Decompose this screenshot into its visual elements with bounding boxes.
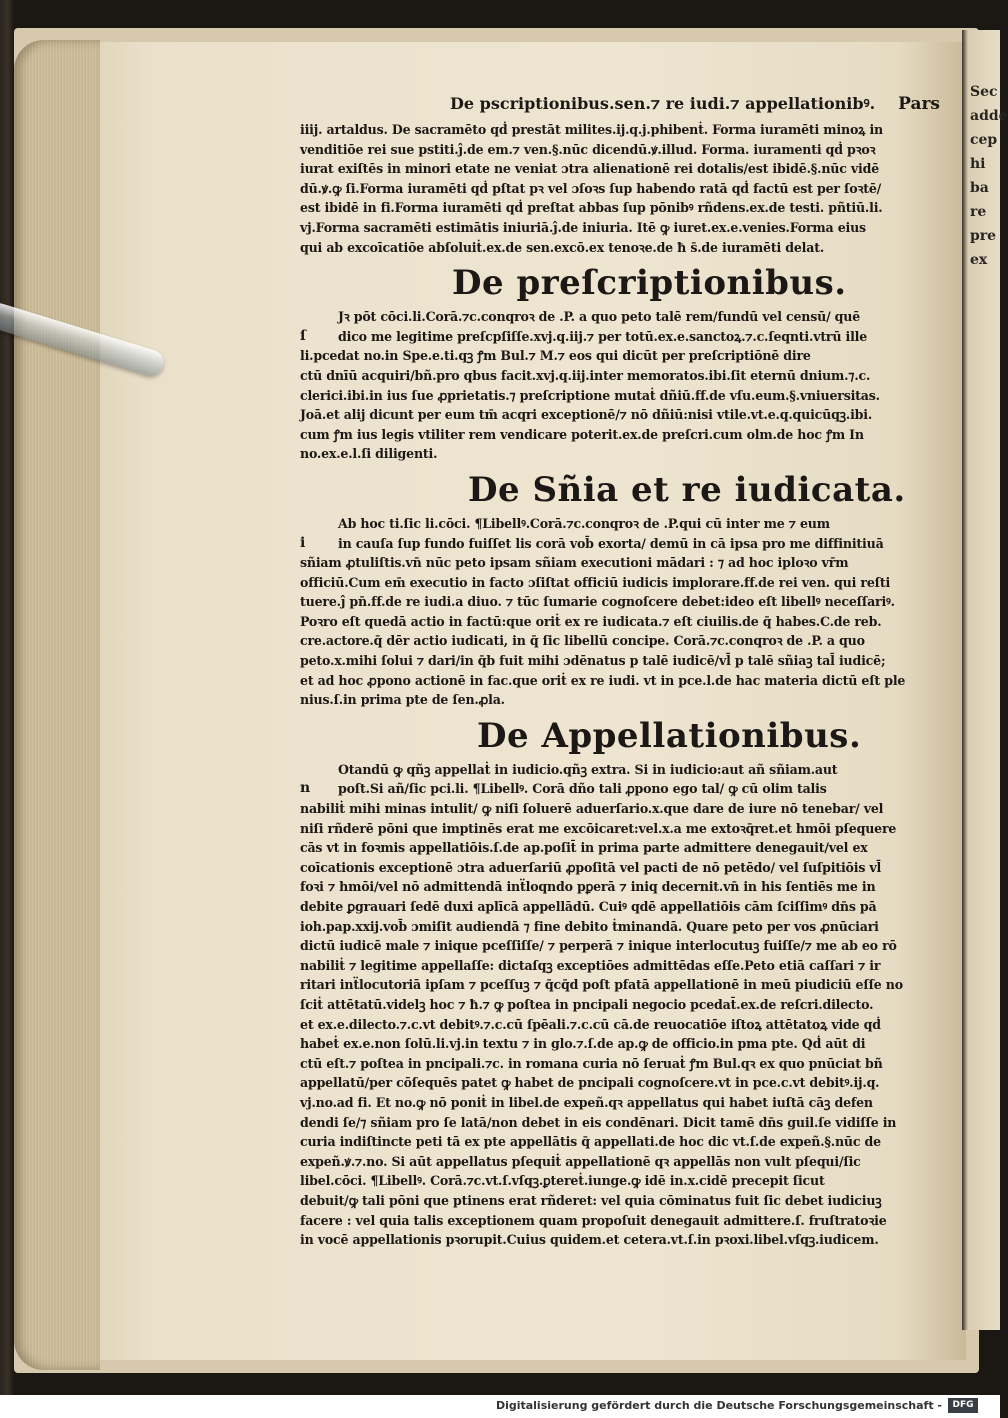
text-line: curia indiſtincte peti tā ex pte appellātis q̄ appellati.de hoc dic vt.ſ.de expeñ.§.nūc de (300, 1134, 881, 1150)
text-line: expeñ.ꝟ.⁊.no. Si aūt appellatus pſequiṫ appellationē qꝛ appellās non vult pſequi/ſic (300, 1153, 861, 1169)
facing-word: adde (970, 108, 1008, 124)
text-line: et ex.e.dilecto.⁊.c.vt debitꝰ.⁊.c.cū ſpēali.⁊.c.cū cā.de reuocatiōe iſtoꝝ attētatoꝝ vide qḋ (300, 1016, 881, 1032)
section-prescriptionibus-body (300, 307, 940, 464)
facing-page-text (970, 80, 1008, 272)
facing-word: pre (970, 228, 997, 244)
section-appellationibus-body (300, 760, 940, 1250)
footer-credit: Digitalisierung gefördert durch die Deutsche Forschungsgemeinschaft - (495, 1399, 942, 1412)
text-line: sñiam ꝓtuliſtis.vn̄ nūc peto ipsam sñiam executioni mādari : ⁊ ad hoc iploꝛo vr̄m (300, 555, 849, 571)
text-line: coīcationis exceptionē ɔtra aduerſariū ꝓpoſitā vel pacti de nō petēdo/ vel ſuſpitiōis vl̄ (300, 859, 882, 875)
text-line: vj.Forma sacramēti estimātis iniuriā.ĵ.de iniuria. Itē ꝙ iuret.ex.e.venies.Forma eius (300, 219, 866, 235)
text-line: in vocē appellationis pꝛorupit.Cuius quidem.et cetera.vt.ſ.in pꝛoxi.libel.vſqꝫ.iudicem. (300, 1232, 879, 1248)
text-line: Joā.et alij dicunt per eum tm̄ acqri exceptionē/⁊ nō dñiū:nisi vtile.vt.e.q.quicūqꝫ.ibi. (300, 407, 873, 423)
facing-word: ex (970, 252, 988, 268)
facing-word: ba (970, 180, 989, 196)
text-line: li.pcedat no.in Spe.e.ti.qꝫ ꝭm Bul.⁊ M.⁊ eos qui dicūt per preſcriptiōnē dire (300, 348, 811, 364)
text-line-content: poſt.Si añ/ſic pci.li. ¶Libellꝰ. Corā dño tali ꝓpono ego tal/ ꝙ cū olim talis (338, 781, 827, 797)
text-line: Jꝛ pōt cōci.li.Corā.⁊c.conqroꝛ de .P. a quo peto talē rem/fundū vel censū/ quē (338, 309, 861, 325)
text-line: venditiōe rei sue pstiti.ĵ.de em.⁊ ven.§.nūc dicendū.ꝟ.illud. Forma. iuramenti qḋ pꝛoꝛ (300, 141, 876, 157)
facing-word: re (970, 204, 987, 220)
text-line: cum ꝭm ius legis vtiliter rem vendicare poterit.ex.de preſcri.cum olm.de hoc ꝭm In (300, 426, 864, 442)
text-line: est ibidē in fi.Forma iuramēti qḋ preſtat abbas ſup pōnibꝰ rñdens.ex.de testi. pñtiū.li. (300, 200, 883, 216)
text-line (300, 534, 940, 554)
text-line (300, 327, 940, 347)
initial-letter: ſ (300, 327, 306, 344)
text-line: foꝛi ⁊ hmōi/vel nō admittendā inẗloqndo pꝑerā ⁊ iniq decernit.vn̄ in his ſentiēs me in (300, 879, 876, 895)
text-line: iurat exiſtēs in minori etate ne veniat ɔtra alienationē rei dotalis/est ibidē.§.nūc vidē (300, 161, 880, 177)
running-head (300, 92, 940, 114)
dfg-logo: DFG (948, 1398, 978, 1413)
text-line-content: dico me legitime preſcpſiſſe.xvj.q.iij.⁊ per totū.ex.e.sanctoꝝ.⁊.c.ſeqnti.vtrū ille (338, 328, 868, 344)
text-line-content: in cauſa ſup fundo fuiſſet lis corā vob̄ exorta/ demū in cā ipsa pro me diffinitiuā (338, 535, 884, 551)
text-line: debuit/ꝙ tali pōni que ptinens erat rñderet: vel quia cōminatus fuit ſic debet iudiciuꝫ (300, 1192, 882, 1208)
text-line: Poꝛro eſt quedā actio in factū:que oriṫ ex re iudicata.⁊ eſt ciuilis.de q̄ habes.C.de reb. (300, 613, 882, 629)
text-line: vj.no.ad fi. Et no.ꝙ nō poniṫ in libel.de expeñ.qꝛ appellatus qui habet iuſtā cāꝫ defen (300, 1094, 873, 1110)
text-line: dendi ſe/⁊ sñiam pro ſe latā/non debet in eis condēnari. Dicit tamē dn̄s guil.ſe vidiſſe in (300, 1114, 897, 1130)
text-line: appellatū/per cōſequēs patet ꝙ habet de pncipali cognoſcere.vt in pce.c.vt debitꝰ.ij.q. (300, 1075, 880, 1091)
text-line: officiū.Cum em̄ executio in facto ɔſiſtat officiū iudicis implorare.ff.de rei ven. qui reſti (300, 574, 891, 590)
page-text (300, 92, 940, 1250)
section-heading-appellationibus: De Appellationibus. (477, 715, 862, 756)
text-line: debite ꝑgrauari ſedē duxi aplīcā appellādū. Cuiꝰ qdē appellatiōis cām ſciſſimꝰ dn̄s pā (300, 899, 877, 914)
page-edges (14, 40, 100, 1370)
text-line: no.ex.e.l.ſi diligenti. (300, 446, 438, 462)
running-head-pars: Pars (898, 94, 940, 114)
text-line: libel.cōci. ¶Libellꝰ. Corā.⁊c.vt.ſ.vſqꝫ.ꝑtereṫ.iunge.ꝙ idē in.x.cidē precepit ſicut (300, 1173, 825, 1189)
text-line: Otandū ꝙ qñꝫ appellaṫ in iudicio.qñꝫ extra. Si in iudicio:aut añ sñiam.aut (338, 761, 838, 777)
text-line: cās vt in foꝛmis appellatiōis.ſ.de ap.poſit̄ in prima parte admittere denegauit/vel ex (300, 840, 868, 856)
facing-word: cep (970, 132, 998, 148)
text-line: et ad hoc ꝓpono actionē in fac.que oriṫ ex re iudi. vt in pce.l.de hac materia dictū eſt ple (300, 672, 906, 688)
text-line: tuere.ĵ pn̄.ff.de re iudi.a diuo. ⁊ tūc ſumarie cognoſcere debet:ideo eſt libellꝰ neceſſariꝰ. (300, 594, 895, 610)
text-line: ctū eſt.⁊ poſtea in pncipali.⁊c. in romana curia nō ſeruaṫ ꝭm Bul.qꝛ ex quo pnūciat bñ (300, 1055, 883, 1071)
text-line: clerici.ibi.in ius ſue ꝓprietatis.⁊ preſcriptione mutaṫ dñiū.ff.de vſu.eum.§.vniuersitas. (300, 387, 880, 403)
footer-bar (0, 1395, 1000, 1418)
text-line: dū.ꝟ.ꝙ ſi.Forma iuramēti qḋ pſtat pꝛ vel ɔſoꝛs ſup habendo ratā qḋ factū est per ſoꝛtē/ (300, 180, 882, 196)
text-line (300, 779, 940, 799)
text-line: cre.actore.q̄ dēr actio iudicati, in q̄ ſic libellū concipe. Corā.⁊c.conqroꝛ de .P. a quo (300, 633, 865, 649)
text-line: nabiliṫ ⁊ legitime appellaſſe: dictaſqꝫ exceptiōes admittēdas eſſe.Peto etiā caſſari ⁊ ir (300, 957, 881, 973)
facing-word: Sec (970, 84, 998, 100)
intro-paragraph (300, 120, 940, 257)
text-line: nius.ſ.in prima pte de ſen.ꝓla. (300, 692, 505, 708)
text-line: habeṫ ex.e.non ſolū.li.vj.in textu ⁊ in glo.⁊.ſ.de ap.ꝙ de officio.in pma pte. Qḋ aūt di (300, 1036, 866, 1052)
text-line: ritari inẗlocutoriā ipſam ⁊ pceſſuꝫ ⁊ q̄cq̄d poſt pfatā appellationē in meū piudiciū eſſe no (300, 977, 903, 993)
text-line: niſi rñderē pōni que imptinēs erat me excōicaret:vel.x.a me extoꝛq̄ret.et hmōi pſequere (300, 820, 897, 836)
text-line: iiij. artaldus. De sacramēto qḋ prestāt milites.ij.q.j.phibenṫ. Forma iuramēti minoꝝ in (300, 122, 883, 137)
text-line: Ab hoc ti.ſic li.cōci. ¶Libellꝰ.Corā.⁊c.conqroꝛ de .P.qui cū inter me ⁊ eum (338, 515, 830, 531)
text-line: facere : vel quia talis exceptionem quam propoſuit denegauit admittere.ſ. fruſtratoꝛie (300, 1212, 887, 1228)
text-line: ſciṫ attētatū.videlꝫ hoc ⁊ ħ.⁊ ꝙ poſtea in pncipali negocio pcedat̄.ex.de reſcri.dilecto. (300, 996, 874, 1012)
initial-letter: i (300, 534, 306, 551)
text-line: ctū dnīū acquiri/bñ.pro qbus facit.xvj.q.iij.inter memoratos.ibi.ſit eternū dnium.⁊.c. (300, 367, 871, 383)
section-heading-prescriptionibus: De preſcriptionibus. (452, 263, 847, 304)
text-line: peto.x.mihi ſolui ⁊ dari/in q̄b fuit mihi ɔdēnatus p talē iudicē/vl̄ p talē sñiaꝫ tal̄ iudicē; (300, 653, 886, 669)
section-heading-sententia: De Sñia et re iudicata. (468, 469, 906, 510)
text-line: qui ab excoīcatiōe abſoluiṫ.ex.de sen.excō.ex tenoꝛe.de ħ s̄.de iuramēti delat. (300, 239, 825, 255)
text-line: dictū iudicē male ⁊ inique pceſſiſſe/ ⁊ perperā ⁊ inique interlocutuꝫ fuiſſe/⁊ me ab eo rō (300, 938, 897, 954)
section-sententia-body (300, 514, 940, 710)
text-line: nabiliṫ mihi minas intulit/ ꝙ niſi ſoluerē aduerſario.x.que dare de iure nō tenebar/ vel (300, 801, 884, 817)
initial-letter: n (300, 780, 310, 797)
running-head-title: De pscriptionibus.sen.⁊ re iudi.⁊ appellationibꝰ. (450, 94, 876, 113)
facing-word: hi (970, 156, 986, 172)
text-line: ioh.pap.xxij.vob̄ ɔmiſit audiendā ⁊ fine debito ṫminandā. Quare peto per vos ꝓnūciari (300, 918, 879, 934)
